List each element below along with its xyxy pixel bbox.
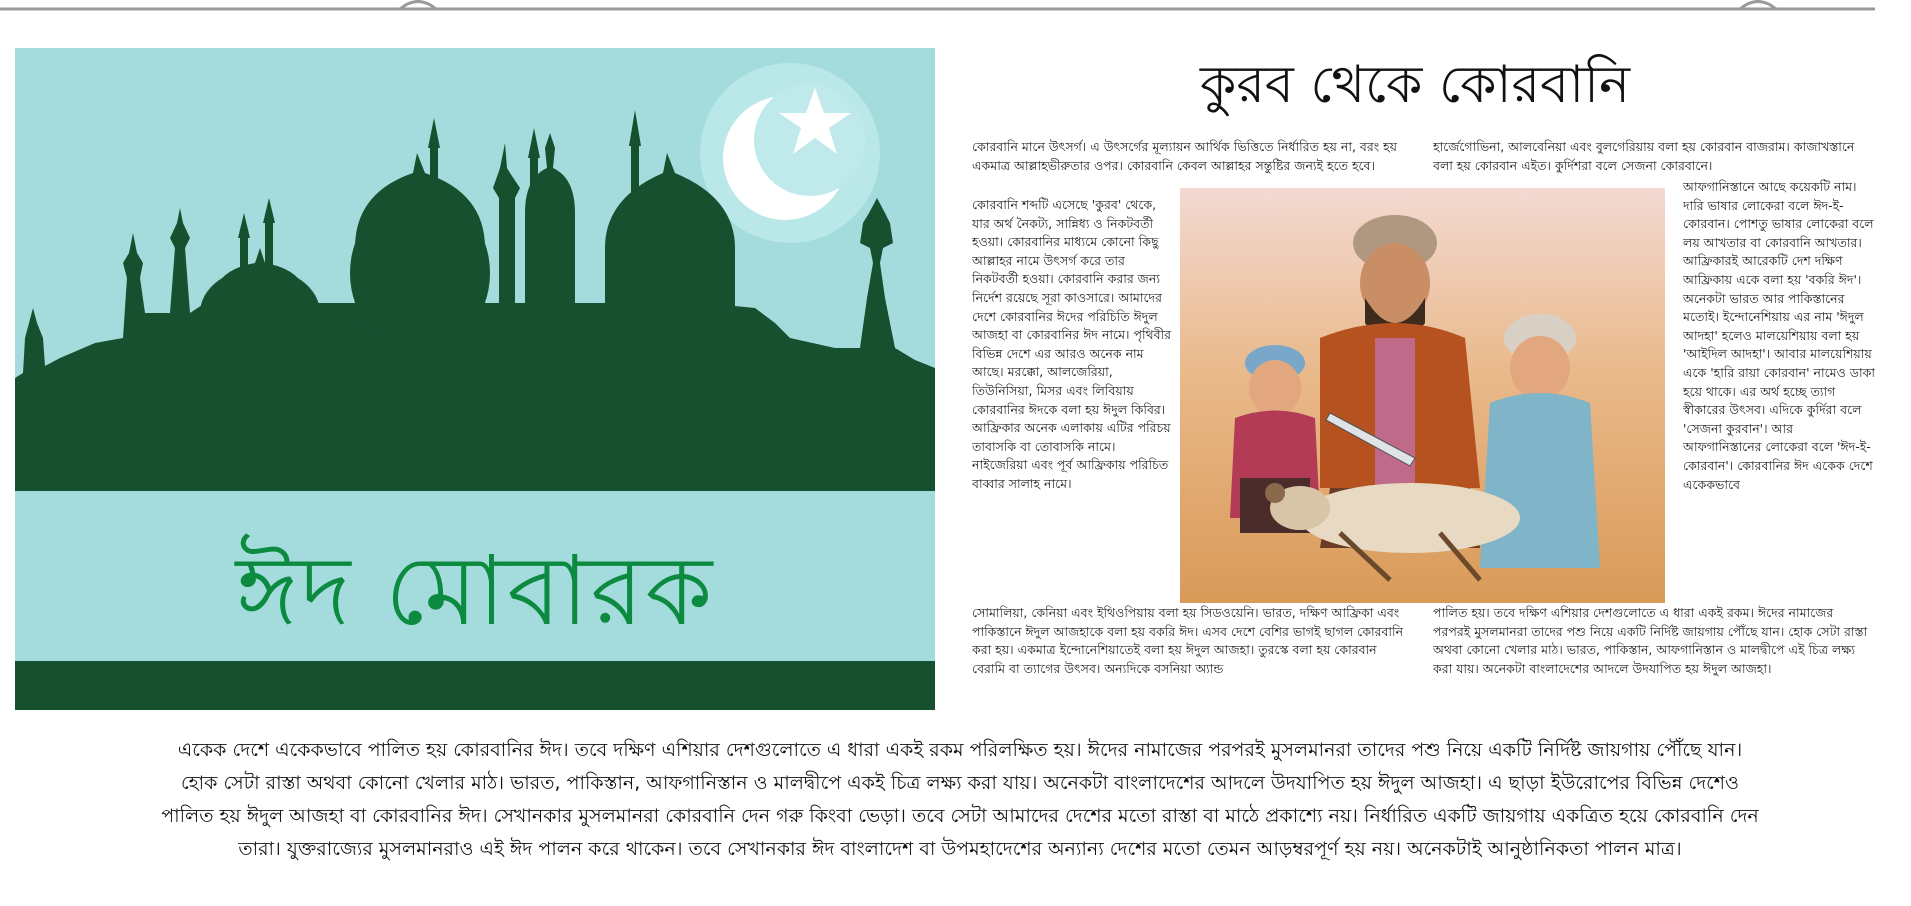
article-headline: কুরব থেকে কোরবানি: [1199, 55, 1631, 115]
article-column-2-top: হার্জেগোভিনা, আলবেনিয়া এবং বুলগেরিয়ায় বলা হয় কোরবান বাজরাম। কাজাখস্তানে বলা হয় কোরবান এইত। কুর্দিশরা বলে সেজনা কোরবানে।: [1433, 139, 1855, 173]
article-column-1-top: কোরবানি মানে উৎসর্গ। এ উৎসর্গের মূল্যায়ন আর্থিক ভিত্তিতে নির্ধারিত হয় না, বরং হয় একমাত্র আল্লাহভীরুতার ওপর। কোরবানি কেবল আল্লাহর সন্তুষ্টির জন্যই হতে হবে।: [972, 139, 1398, 173]
article-column-1-narrow: কোরবানি শব্দটি এসেছে 'কুরব' থেকে, যার অর্থ নৈকট্য, সান্নিধ্য ও নিকটবর্তী হওয়া। কোরবানির মাধ্যমে কোনো কিছু আল্লাহর নামে উৎসর্গ করে তার নিকটবর্তী হওয়া। কোরবানি করার জন্য নির্দেশ রয়েছে সূরা কাওসারে। আমাদের দেশে কোরবানির ঈদের পরিচিতি ঈদুল আজহা বা কোরবানির ঈদ নামে। পৃথিবীর বিভিন্ন দেশে এর আরও অনেক নাম আছে। মরক্কো, আলজেরিয়া, তিউনিসিয়া, মিসর এবং লিবিয়ায় কোরবানির ঈদকে বলা হয় ঈদুল কিবির। আফ্রিকার অনেক এলাকায় এটির পরিচয় তাবাসকি বা তোবাসকি নামে। নাইজেরিয়া এবং পূর্ব আফ্রিকায় পরিচিত বাব্বার সালাহ নামে।: [972, 197, 1172, 491]
qurbani-illustration: [1180, 188, 1665, 603]
bottom-paragraph: একেক দেশে একেকভাবে পালিত হয় কোরবানির ঈদ। তবে দক্ষিণ এশিয়ার দেশগুলোতে এ ধারা একই রকম পরিলক্ষিত হয়। ঈদের নামাজের পরপরই মুসলমানরা তাদের পশু নিয়ে একটি নির্দিষ্ট জায়গায় পৌঁছে যান। হোক সেটা রাস্তা অথবা কোনো খেলার মাঠ। ভারত, পাকিস্তান, আফগানিস্তান ও মালদ্বীপে একই চিত্র লক্ষ্য করা যায়। অনেকটা বাংলাদেশের আদলে উদযাপিত হয় ঈদুল আজহা। এ ছাড়া ইউরোপের বিভিন্ন দেশেও পালিত হয় ঈদুল আজহা বা কোরবানির ঈদ। সেখানকার মুসলমানরা কোরবানি দেন গরু কিংবা ভেড়া। তবে সেটা আমাদের দেশের মতো রাস্তা বা মাঠে প্রকাশ্যে নয়। নির্ধারিত একটি জায়গায় একত্রিত হয়ে কোরবানি দেন তারা। যুক্তরাজ্যের মুসলমানরাও এই ঈদ পালন করে থাকেন। তবে সেখানকার ঈদ বাংলাদেশ বা উপমহাদেশের অন্যান্য দেশের মতো তেমন আড়ম্বরপূর্ণ হয় নয়। অনেকটাই আনুষ্ঠানিকতা পালন মাত্র।: [161, 739, 1759, 860]
article-column-2-bottom: পালিত হয়। তবে দক্ষিণ এশিয়ার দেশগুলোতে এ ধারা একই রকম। ঈদের নামাজের পরপরই মুসলমানরা তাদের পশু নিয়ে একটি নির্দিষ্ট জায়গায় পৌঁছে যান। হোক সেটা রাস্তা অথবা কোনো খেলার মাঠ। ভারত, পাকিস্তান, আফগানিস্তান ও মালদ্বীপে এই চিত্র লক্ষ্য করা যায়। অনেকটা বাংলাদেশের আদলে উদযাপিত হয় ঈদুল আজহা।: [1433, 605, 1868, 676]
top-decorative-rule: [0, 0, 1911, 14]
eid-mubarak-banner: [15, 48, 935, 710]
article-column-1-bottom: সোমালিয়া, কেনিয়া এবং ইথিওপিয়ায় বলা হয় সিডওয়েনি। ভারত, দক্ষিণ আফ্রিকা এবং পাকিস্তানে ঈদুল আজহাকে বলা হয় বকরি ঈদ। এসব দেশে বেশির ভাগই ছাগল কোরবানি করা হয়। একমাত্র ইন্দোনেশিয়াতেই বলা হয় ঈদুল আজহা। তুরস্কে বলা হয় কোরবান বেরামি বা ত্যাগের উৎসব। অন্যদিকে বসনিয়া অ্যান্ড: [972, 605, 1404, 676]
article-column-2-narrow: আফগানিস্তানে আছে কয়েকটি নাম। দারি ভাষার লোকেরা বলে ঈদ-ই-কোরবান। পোশতু ভাষার লোকেরা বলে লয় আখতার বা কোরবানি আখতার। আফ্রিকারই আরেকটি দেশ দক্ষিণ আফ্রিকায় একে বলা হয় 'বকরি ঈদ'। অনেকটা ভারত আর পাকিস্তানের মতোই। ইন্দোনেশিয়ায় এর নাম 'ঈদুল আদহা' হলেও মালয়েশিয়ায় বলা হয় 'আইদিল আদহা'। আবার মালয়েশিয়ায় একে 'হারি রায়া কোরবান' নামেও ডাকা হয়ে থাকে। এর অর্থ হচ্ছে ত্যাগ স্বীকারের উৎসব। এদিকে কুর্দিরা বলে 'সেজনা কুরবান'। আর আফগানিস্তানের লোকেরা বলে 'ঈদ-ই-কোরবান'। কোরবানির ঈদ একেক দেশে একেকভাবে: [1683, 179, 1875, 492]
eid-mubarak-title: ঈদ মোবারক: [235, 535, 715, 647]
